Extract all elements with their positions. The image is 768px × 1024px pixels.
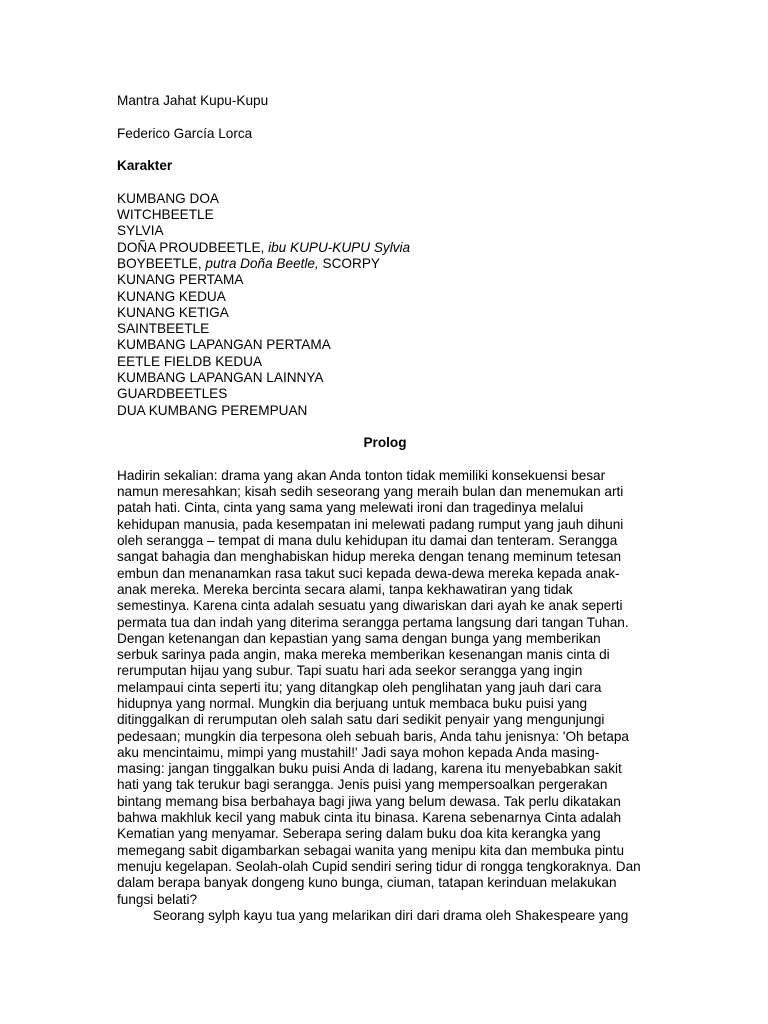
prolog-line: hati yang tak terukur bagi serangga. Jenis puisi yang mempersoalkan pergerakan: [117, 777, 608, 793]
character-item: [117, 370, 653, 386]
character-extra: SCORPY: [318, 255, 380, 271]
prolog-line: pedesaan; mungkin dia terpesona oleh sebuah baris, Anda tahu jenisnya: 'Oh betapa: [117, 728, 629, 744]
character-name: BOYBEETLE,: [117, 255, 202, 271]
prolog-line: serbuk sarinya pada angin, maka mereka memberikan kesenangan manis cinta di: [117, 647, 610, 663]
character-name: KUMBANG LAPANGAN PERTAMA: [117, 337, 331, 353]
document-author: Federico García Lorca: [117, 125, 253, 141]
character-item: [117, 305, 653, 321]
character-name: KUMBANG DOA: [117, 190, 219, 206]
prolog-line: embun dan menanamkan rasa takut suci kepada dewa-dewa mereka kepada anak-: [117, 565, 620, 581]
character-item: [117, 354, 653, 370]
character-item: [117, 207, 653, 223]
prolog-line: bintang memang bisa berbahaya bagi jiwa yang belum dewasa. Tak perlu dikatakan: [117, 793, 621, 809]
character-name: KUMBANG LAPANGAN LAINNYA: [117, 370, 324, 386]
character-item: [117, 321, 653, 337]
character-name: KUNANG KETIGA: [117, 304, 229, 320]
prolog-line: Hadirin sekalian: drama yang akan Anda tonton tidak memiliki konsekuensi besar: [117, 467, 606, 483]
character-item: [117, 240, 653, 256]
character-name: DOÑA PROUDBEETLE,: [117, 239, 265, 255]
prolog-paragraph-start: Seorang sylph kayu tua yang melarikan diri dari drama oleh Shakespeare yang: [153, 907, 629, 923]
character-name: SYLVIA: [117, 223, 164, 239]
prolog-line: namun meresahkan; kisah sedih seseorang yang meraih bulan dan menemukan arti: [117, 484, 624, 500]
character-item: [117, 223, 653, 239]
prolog-line: kehidupan manusia, pada kesempatan ini melewati padang rumput yang jauh dihuni: [117, 516, 624, 532]
character-note: ibu KUPU-KUPU Sylvia: [264, 239, 411, 255]
character-item: [117, 386, 653, 402]
character-item: [117, 337, 653, 353]
prolog-line: aku mencintaimu, mimpi yang mustahil!' Jadi saya mohon kepada Anda masing-: [117, 744, 600, 760]
prolog-line: sangat bahagia dan menghabiskan hidup mereka dengan tenang meminum tetesan: [117, 549, 622, 565]
prolog-line: semestinya. Karena cinta adalah sesuatu yang diwariskan dari ayah ke anak seperti: [117, 598, 623, 614]
prolog-text: [117, 468, 653, 924]
prolog-line: patah hati. Cinta, cinta yang sama yang melewati ironi dan tragedinya melalui: [117, 500, 584, 516]
prolog-line: dalam berapa banyak dongeng kuno bunga, ciuman, tatapan kerinduan melakukan: [117, 875, 617, 891]
prolog-line: masing: jangan tinggalkan buku puisi Anda di ladang, karena itu menyebabkan sakit: [117, 761, 622, 777]
character-name: GUARDBEETLES: [117, 386, 228, 402]
character-name: WITCHBEETLE: [117, 207, 214, 223]
characters-heading: Karakter: [117, 158, 173, 174]
prolog-line: Dengan ketenangan dan kepastian yang sama dengan bunga yang memberikan: [117, 630, 601, 646]
document-body: [117, 93, 653, 924]
prolog-line: menuju kegelapan. Seolah-olah Cupid sendiri sering tidur di rongga tengkoraknya. Dan: [117, 858, 641, 874]
character-name: EETLE FIELDB KEDUA: [117, 353, 263, 369]
document-title: Mantra Jahat Kupu-Kupu: [117, 93, 269, 108]
character-item: [117, 289, 653, 305]
prolog-line: Kematian yang menyamar. Seberapa sering dalam buku doa kita kerangka yang: [117, 826, 601, 842]
prolog-line: bahwa makhluk kecil yang mabuk cinta itu binasa. Karena sebenarnya Cinta adalah: [117, 810, 622, 826]
prolog-line: hidupnya yang normal. Mungkin dia berjuang untuk membaca buku puisi yang: [117, 695, 588, 711]
character-note: putra Doña Beetle,: [201, 255, 319, 271]
character-item: [117, 191, 653, 207]
prolog-heading: Prolog: [363, 435, 407, 451]
prolog-line: memegang sabit digambarkan sebagai wanita yang menipu kita dan membuka pintu: [117, 842, 625, 858]
prolog-line: oleh serangga – tempat di mana dulu kehidupan itu damai dan tenteram. Serangga: [117, 533, 618, 549]
character-list: [117, 191, 653, 419]
prolog-line: permata tua dan indah yang diterima serangga pertama langsung dari tangan Tuhan.: [117, 614, 629, 630]
character-name: KUNANG KEDUA: [117, 288, 226, 304]
character-item: [117, 256, 653, 272]
prolog-line: ditinggalkan di rerumputan oleh salah satu dari sedikit penyair yang mengunjungi: [117, 712, 605, 728]
prolog-line: rerumputan hijau yang subur. Tapi suatu hari ada seekor serangga yang ingin: [117, 663, 583, 679]
character-name: KUNANG PERTAMA: [117, 272, 244, 288]
prolog-line: melampaui cinta seperti itu; yang ditangkap oleh penglihatan yang jauh dari cara: [117, 679, 602, 695]
character-name: DUA KUMBANG PEREMPUAN: [117, 402, 308, 418]
character-name: SAINTBEETLE: [117, 321, 210, 337]
character-item: [117, 272, 653, 288]
prolog-line: anak mereka. Mereka bercinta secara alami, tanpa kekhawatiran yang tidak: [117, 581, 573, 597]
character-item: [117, 403, 653, 419]
prolog-line: fungsi belati?: [117, 891, 198, 907]
